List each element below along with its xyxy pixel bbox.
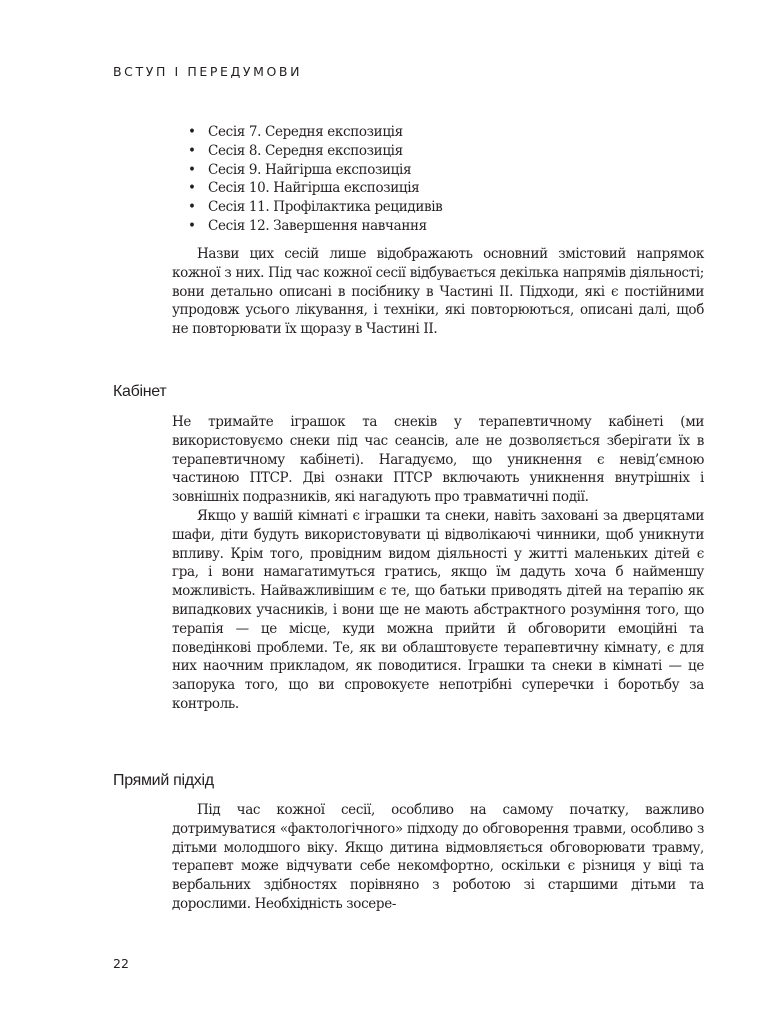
section-heading-direct-approach: Прямий підхід	[113, 772, 214, 789]
bullet-glyph: •	[188, 142, 196, 159]
section-body-direct-approach	[172, 801, 704, 914]
body-paragraph: Не тримайте іграшок та снеків у терапевтичному кабінеті (ми використовуємо снеки під час сеансів, але не дозволяється зберігати їх в терапевтичному кабінеті). Нагадуємо, що уникнення є невід’ємною частиною ПТСР. Дві ознаки ПТСР включають уникнення внутрішніх і зовнішніх подразників, які нагадують про травматичні події.	[172, 414, 704, 506]
bullet-glyph: •	[188, 124, 196, 140]
bullet-glyph: •	[188, 161, 196, 178]
list-item-text: Сесія 12. Завершення навчання	[208, 217, 427, 234]
body-paragraph: Під час кожної сесії, особливо на самому початку, важливо дотримуватися «фактологічного» підходу до обговорення травми, особливо з дітьми молодшого віку. Якщо дитина відмовляється обговорювати травму, терапевт може відчувати себе некомфортно, оскільки є різниця у віці та вербальних здібностях порівняно з роботою зі старшими дітьми та дорослими. Необхідність зосере-	[172, 802, 704, 912]
section-body-cabinet	[172, 413, 704, 714]
list-item-text: Сесія 8. Середня експозиція	[208, 142, 403, 159]
intro-text	[172, 245, 704, 339]
intro-paragraph: Назви цих сесій лише відображають основний змістовий напрямок кожної з них. Під час кожної сесії відбувається декілька напрямів діяльності; вони детально описані в посібнику в Частині ІІ. Підходи, які є постійними упродовж усього лікування, і техніки, які повторюються, описані далі, щоб не повторювати їх щоразу в Частині ІІ.	[172, 246, 704, 338]
list-item	[188, 123, 442, 142]
body-paragraph: Якщо у вашій кімнаті є іграшки та снеки, навіть заховані за дверцятами шафи, діти будуть використовувати ці відволікаючі чинники, щоб уникнути впливу. Крім того, провідним видом діяльності у житті маленьких дітей є гра, і вони намагатимуться гратись, якщо їм дадуть хоча б найменшу можливість. Найважливішим є те, що батьки приводять дітей на терапію як випадкових учасників, і вони ще не мають абстрактного розуміння того, що терапія — це місце, куди можна прийти й обговорити емоційні та поведінкові проблеми. Те, як ви облаштовуєте терапевтичну кімнату, є для них наочним прикладом, як поводитися. Іграшки та снеки в кімнаті — це запорука того, що ви спровокуєте непотрібні суперечки і боротьбу за контроль.	[172, 507, 704, 712]
page-number: 22	[113, 956, 129, 971]
bullet-glyph: •	[188, 217, 196, 234]
list-item	[188, 142, 442, 161]
list-item-text: Сесія 10. Найгірша експозиція	[208, 180, 420, 197]
session-list	[188, 123, 442, 236]
bullet-glyph: •	[188, 180, 196, 197]
list-item	[188, 198, 442, 217]
list-item-text: Сесія 11. Профілактика рецидивів	[208, 199, 443, 216]
running-head: ВСТУП І ПЕРЕДУМОВИ	[113, 64, 303, 79]
list-item	[188, 161, 442, 180]
list-item-text: Сесія 7. Середня експозиція	[208, 124, 403, 140]
bullet-glyph: •	[188, 199, 196, 216]
section-heading-cabinet: Кабінет	[113, 383, 167, 400]
list-item-text: Сесія 9. Найгірша експозиція	[208, 161, 412, 178]
list-item	[188, 179, 442, 198]
list-item	[188, 217, 442, 236]
